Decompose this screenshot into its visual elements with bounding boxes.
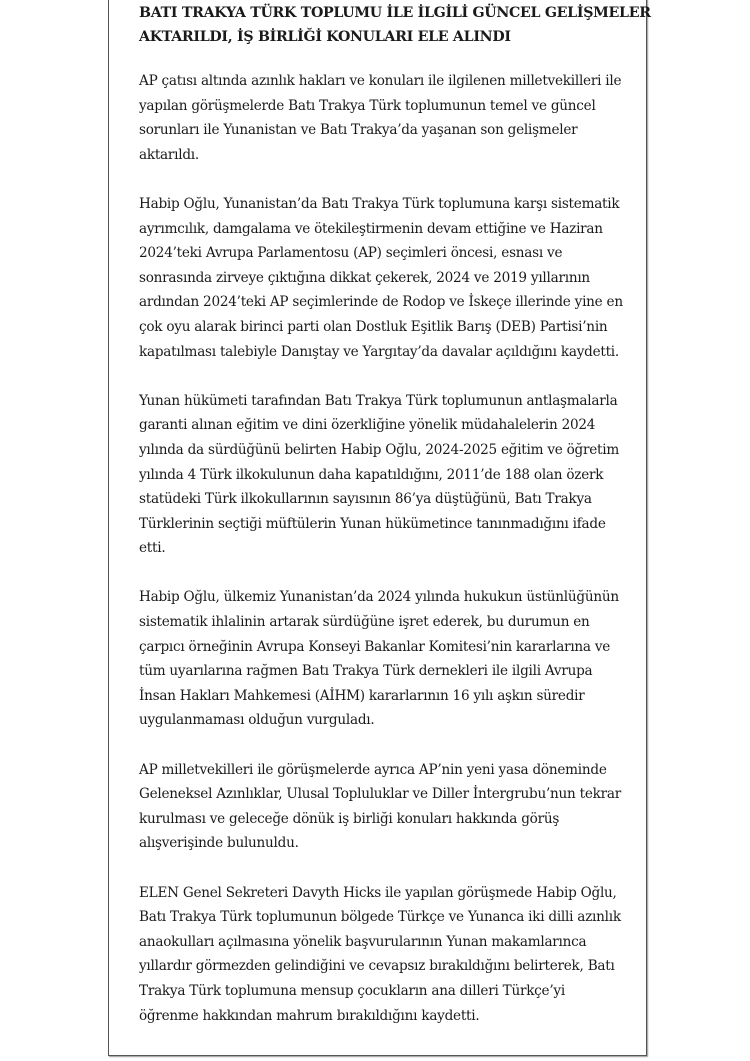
paragraph-line: yılında da sürdüğünü belirten Habip Oğlu, 2024-2025 eğitim ve öğretim [139,441,619,458]
paragraph-line: ELEN Genel Sekreteri Davyth Hicks ile yapılan görüşmede Habip Oğlu, [139,884,617,901]
paragraph-line: öğrenme hakkından mahrum bırakıldığını kaydetti. [139,1007,480,1024]
article [139,1,651,1053]
paragraph-line: yıllardır görmezden gelindiğini ve cevapsız bırakıldığını belirterek, Batı [139,958,615,975]
paragraph-line: sistematik ihlalinin artarak sürdüğüne işret ederek, bu durumun en [139,614,590,631]
title-line: AKTARILDI, İŞ BİRLİĞİ KONULARI ELE ALINDI [139,29,511,45]
paragraph-line: Geleneksel Azınlıklar, Ulusal Topluluklar ve Diller İntergrubu’nun tekrar [139,786,621,803]
paragraph-line: çarpıcı örneğinin Avrupa Konseyi Bakanlar Komitesi’nin kararlarına ve [139,638,611,655]
paragraph-line: sorunları ile Yunanistan ve Batı Trakya’da yaşanan son gelişmeler [139,122,578,139]
paragraph [139,389,644,561]
paragraph-line: kapatılması talebiyle Danıştay ve Yargıtay’da davalar açıldığını kaydetti. [139,343,619,360]
paragraph [139,881,644,1029]
paragraph-line: sonrasında zirveye çıktığına dikkat çekerek, 2024 ve 2019 yıllarının [139,269,590,286]
paragraph-line: AP milletvekilleri ile görüşmelerde ayrıca AP’nin yeni yasa döneminde [139,761,607,778]
paragraph-line: Yunan hükümeti tarafından Batı Trakya Türk toplumunun antlaşmalarla [139,392,618,409]
paragraph-line: tüm uyarılarına rağmen Batı Trakya Türk dernekleri ile ilgili Avrupa [139,663,593,680]
document-page [108,0,651,1056]
paragraph-line: Türklerinin seçtiği müftülerin Yunan hükümetince tanınmadığını ifade [139,515,606,532]
paragraph-line: aktarıldı. [139,146,199,163]
paragraph-line: etti. [139,540,166,557]
article-body [139,69,644,1028]
paragraph-line: çok oyu alarak birinci parti olan Dostluk Eşitlik Barış (DEB) Partisi’nin [139,318,608,335]
paragraph-line: İnsan Hakları Mahkemesi (AİHM) kararlarının 16 yılı aşkın süredir [139,687,585,704]
paragraph-line: 2024’teki Avrupa Parlamentosu (AP) seçimleri öncesi, esnası ve [139,245,563,262]
paragraph-line: ardından 2024’teki AP seçimlerinde de Rodop ve İskeçe illerinde yine en [139,294,623,311]
article-title [139,1,651,49]
paragraph-line: garanti alınan eğitim ve dini özerkliğine yönelik müdahalelerin 2024 [139,417,596,434]
paragraph-line: yılında 4 Türk ilkokulunun daha kapatıldığını, 2011’de 188 olan özerk [139,466,604,483]
paragraph-line: statüdeki Türk ilkokullarının sayısının 86’ya düştüğünü, Batı Trakya [139,491,592,508]
paragraph [139,69,644,167]
paragraph-line: Trakya Türk toplumuna mensup çocukların ana dilleri Türkçe’yi [139,982,565,999]
title-line: BATI TRAKYA TÜRK TOPLUMU İLE İLGİLİ GÜNCEL GELİŞMELER [139,5,651,21]
paragraph-line: ayrımcılık, damgalama ve ötekileştirmenin devam ettiğine ve Haziran [139,220,603,237]
paragraph [139,758,644,856]
paragraph-line: uygulanmaması olduğun vurguladı. [139,712,375,729]
paragraph-line: Habip Oğlu, Yunanistan’da Batı Trakya Türk toplumuna karşı sistematik [139,195,620,212]
paragraph [139,192,644,364]
paragraph-line: alışverişinde bulunuldu. [139,835,299,852]
paragraph [139,585,644,733]
paragraph-line: yapılan görüşmelerde Batı Trakya Türk toplumunun temel ve güncel [139,97,596,114]
paragraph-line: AP çatısı altında azınlık hakları ve konuları ile ilgilenen milletvekilleri ile [139,73,622,89]
paragraph-line: Habip Oğlu, ülkemiz Yunanistan’da 2024 yılında hukukun üstünlüğünün [139,589,619,606]
paragraph-line: anaokulları açılmasına yönelik başvurularının Yunan makamlarınca [139,933,587,950]
paragraph-line: Batı Trakya Türk toplumunun bölgede Türkçe ve Yunanca iki dilli azınlık [139,909,621,926]
paragraph-line: kurulması ve geleceğe dönük iş birliği konuları hakkında görüş [139,810,560,827]
